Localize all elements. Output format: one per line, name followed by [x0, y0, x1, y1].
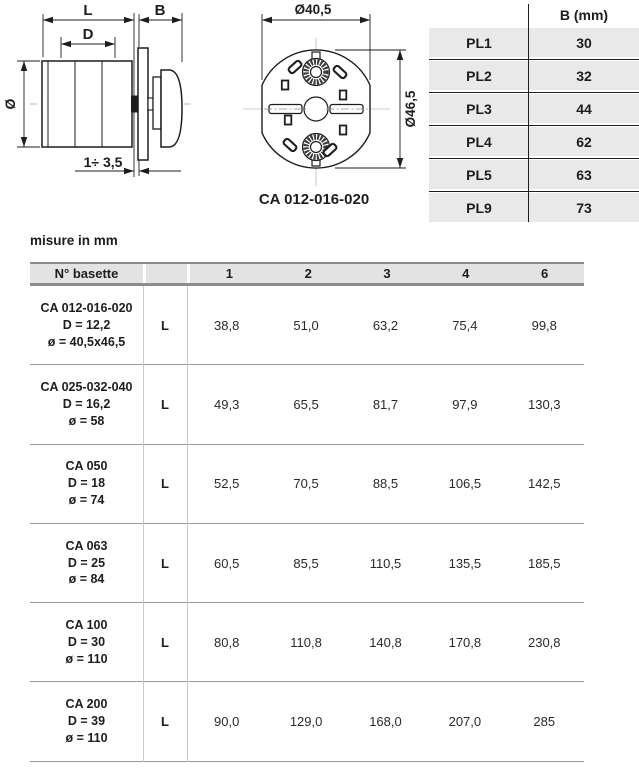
- shaft: [148, 98, 153, 110]
- table-row: [30, 445, 584, 524]
- dim-label-cell: L: [161, 476, 169, 492]
- model-cell: [30, 300, 143, 351]
- model-cell: [30, 538, 143, 589]
- dim-label-across-flats: Ø40,5: [294, 2, 332, 17]
- knob-bracket: [153, 77, 161, 129]
- dimensions-table-header: [30, 262, 584, 286]
- b-value: 32: [576, 67, 592, 84]
- model-name: CA 012-016-020: [40, 300, 133, 315]
- dim-label-D: D: [82, 26, 94, 43]
- b-table-row: [429, 193, 639, 222]
- model-label: PL9: [466, 199, 492, 216]
- dim-value: 110,5: [369, 555, 402, 571]
- model-name: CA 050: [65, 459, 108, 474]
- dim-value: 168,0: [369, 714, 402, 730]
- dim-value: 63,2: [372, 317, 399, 333]
- dim-value: 51,0: [293, 317, 319, 333]
- dimensions-table-body: [30, 286, 584, 762]
- shaft-hole: [304, 97, 328, 121]
- model-cell: [30, 617, 143, 668]
- b-table-row-separator: [429, 125, 639, 126]
- b-value: 44: [576, 100, 592, 117]
- dim-value: 97,9: [452, 396, 478, 412]
- dim-value: 207,0: [448, 714, 482, 730]
- model-diameter-dim: ø = 74: [68, 493, 105, 508]
- dim-value: 99,8: [531, 317, 557, 333]
- dim-value: 75,4: [452, 317, 478, 333]
- dim-label-diameter: Ø: [2, 98, 18, 110]
- model-cell: [30, 696, 143, 747]
- table-row: [30, 603, 584, 682]
- pole-count-header: 6: [540, 266, 549, 281]
- dim-label-B: B: [154, 2, 166, 19]
- table-row: [30, 365, 584, 444]
- dim-label-cell: L: [161, 396, 169, 412]
- model-shaft-dim: D = 25: [67, 555, 106, 570]
- table-column-divider: [143, 286, 144, 762]
- model-diameter-dim: ø = 58: [68, 413, 105, 428]
- b-table-row-separator: [429, 191, 639, 192]
- b-table-row: [429, 127, 639, 156]
- b-table-row: [429, 61, 639, 90]
- model-name: CA 200: [65, 697, 108, 712]
- header-n-basette: N° basette: [54, 266, 119, 281]
- table-row: [30, 682, 584, 761]
- dim-value: 52,5: [214, 476, 240, 492]
- header-gap: [143, 264, 146, 283]
- pole-count-header: 4: [462, 266, 470, 281]
- b-table-row-separator: [429, 158, 639, 159]
- pole-headers: [190, 266, 584, 281]
- model-label: PL5: [466, 166, 492, 183]
- dim-value: 38,8: [214, 317, 240, 333]
- base-outline: [262, 50, 370, 168]
- pole-count-header: 1: [225, 266, 234, 281]
- dimensions-table: [30, 262, 584, 762]
- dim-value: 230,8: [527, 634, 561, 650]
- table-row: [30, 524, 584, 603]
- dim-label-cell: L: [161, 714, 169, 730]
- dim-value: 85,5: [293, 555, 319, 571]
- pole-count-header: 3: [383, 266, 391, 281]
- dim-value: 129,0: [289, 714, 323, 730]
- dim-value: 90,0: [214, 714, 240, 730]
- model-name: CA 063: [65, 538, 108, 553]
- model-shaft-dim: D = 12,2: [62, 317, 111, 332]
- dim-value: 135,5: [448, 555, 482, 571]
- dim-value: 88,5: [372, 476, 399, 492]
- model-name: CA 025-032-040: [40, 380, 133, 395]
- dim-value: 142,5: [527, 476, 561, 492]
- dim-value: 60,5: [214, 555, 240, 571]
- table-row: [30, 286, 584, 365]
- model-shaft-dim: D = 18: [67, 476, 106, 491]
- b-table-header: [429, 4, 639, 28]
- dim-value: 49,3: [214, 396, 240, 412]
- table-column-divider: [187, 286, 188, 762]
- front-view-drawing: [225, 0, 430, 215]
- model-cell: [30, 458, 143, 509]
- switch-body-outline: [42, 48, 182, 160]
- dim-value: 170,8: [448, 634, 482, 650]
- front-view-caption: CA 012-016-020: [258, 191, 370, 208]
- model-label: PL1: [466, 34, 492, 51]
- b-table-header-label: B (mm): [559, 7, 609, 23]
- b-value: 30: [576, 34, 592, 51]
- b-table-rows: [429, 28, 639, 222]
- model-diameter-dim: ø = 110: [65, 651, 108, 666]
- dim-value: 81,7: [372, 396, 399, 412]
- model-cell: [30, 379, 143, 430]
- model-shaft-dim: D = 39: [67, 714, 106, 729]
- b-table-row: [429, 94, 639, 123]
- model-diameter-dim: ø = 84: [68, 572, 105, 587]
- model-diameter-dim: ø = 110: [65, 731, 108, 746]
- dim-value: 140,8: [369, 634, 402, 650]
- model-name: CA 100: [65, 618, 108, 633]
- dim-value: 285: [533, 714, 556, 730]
- dim-label-L: L: [83, 2, 93, 19]
- b-table-column-divider: [528, 4, 529, 222]
- dim-label-cell: L: [161, 555, 169, 571]
- dim-value: 70,5: [293, 476, 319, 492]
- b-table-row-separator: [429, 92, 639, 93]
- front-plate: [138, 48, 148, 160]
- model-label: PL3: [466, 100, 492, 117]
- dim-value: 185,5: [527, 555, 561, 571]
- knurled-boss-top: [303, 59, 330, 86]
- dim-label-cell: L: [161, 634, 169, 650]
- model-label: PL4: [466, 133, 492, 150]
- side-view-drawing: [0, 0, 215, 200]
- units-note: misure in mm: [30, 233, 118, 248]
- knob: [161, 70, 182, 147]
- dim-value: 130,3: [527, 396, 561, 412]
- pole-count-header: 2: [304, 266, 312, 281]
- model-label: PL2: [466, 67, 492, 84]
- b-table-row: [429, 28, 639, 57]
- model-diameter-dim: ø = 40,5x46,5: [47, 334, 126, 349]
- dim-value: 110,8: [290, 634, 322, 650]
- dim-label-outer-diameter: Ø46,5: [403, 90, 418, 128]
- b-value: 62: [576, 133, 592, 150]
- dim-value: 65,5: [293, 396, 319, 412]
- b-table-row-separator: [429, 59, 639, 60]
- b-value: 73: [576, 199, 592, 216]
- b-value: 63: [576, 166, 592, 183]
- dim-value: 80,8: [214, 634, 240, 650]
- dim-label-panel-thickness: 1÷ 3,5: [83, 154, 123, 170]
- model-shaft-dim: D = 16,2: [62, 397, 111, 411]
- dim-value: 106,5: [448, 476, 482, 492]
- dim-label-cell: L: [161, 317, 169, 333]
- model-shaft-dim: D = 30: [67, 634, 106, 649]
- shaft-clamp: [132, 96, 139, 112]
- b-table: [429, 4, 639, 222]
- b-table-row: [429, 160, 639, 189]
